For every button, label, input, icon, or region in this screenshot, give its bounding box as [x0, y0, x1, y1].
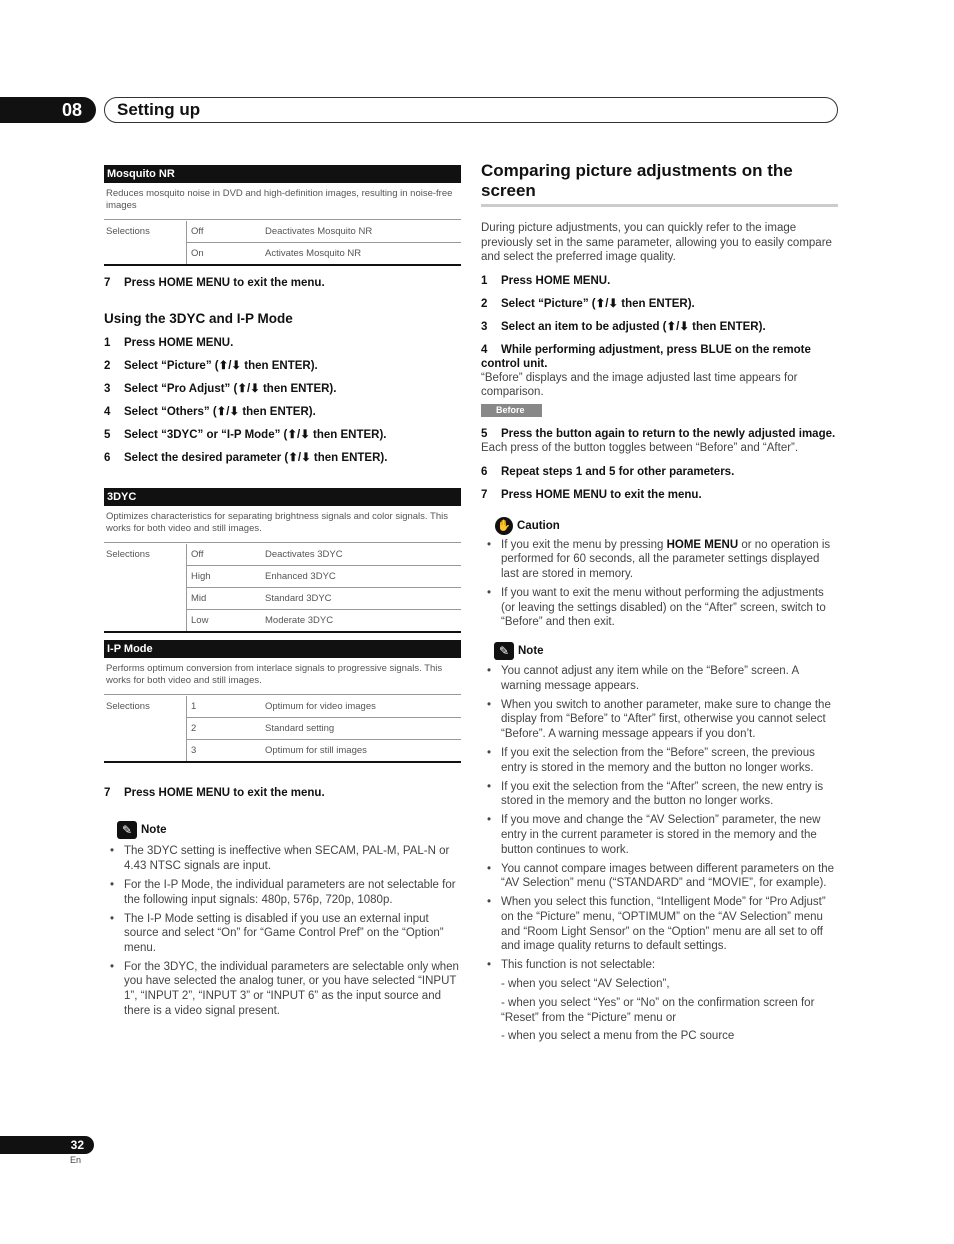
option-value: High: [187, 566, 266, 588]
step-number: 3: [481, 320, 488, 333]
steps-list: [481, 274, 838, 343]
table-row: [104, 696, 461, 718]
step-number: 5: [104, 429, 111, 441]
table-row: [104, 544, 461, 566]
table-row: [104, 740, 461, 762]
intro-paragraph: During picture adjustments, you can quickly refer to the image previously set in the same parameter, allowing you to easily compare and select the preferred image quality.: [481, 222, 832, 264]
page-number: 32: [0, 1136, 94, 1154]
selections-label: Selections: [106, 701, 150, 713]
list-item: • For the 3DYC, the individual parameters are selectable only when you have selected the analog tuner, or you have selected “INPUT 1”, “INPUT 2”, “INPUT 3” or “INPUT 6” as the input source and there is a video signal present.: [104, 960, 461, 1018]
sub-item: - when you select “AV Selection”,: [501, 978, 670, 991]
mosquito-nr-title: Mosquito NR: [104, 165, 461, 183]
table-row: [104, 718, 461, 740]
sub-item: - when you select a menu from the PC source: [501, 1030, 735, 1043]
step-number: 6: [481, 465, 488, 478]
step-5-description: Each press of the button toggles between “Before” and “After”.: [481, 441, 799, 454]
option-description: Deactivates Mosquito NR: [265, 221, 461, 243]
step-text: Select “Others” (⬆/⬇ then ENTER).: [124, 406, 316, 418]
list-item: • You cannot adjust any item while on the “Before” screen. A warning message appears.: [481, 664, 838, 693]
list-item: • For the I-P Mode, the individual parameters are not selectable for the following input signals: 480p, 576p, 720p, 1080p.: [104, 878, 461, 907]
selections-label: Selections: [106, 226, 150, 238]
note-label: Note: [141, 824, 167, 836]
option-value: 3: [187, 740, 266, 762]
option-value: Off: [187, 221, 266, 243]
step-number: 1: [481, 274, 488, 287]
ip-mode-table: [104, 696, 461, 761]
step-text: Press HOME MENU to exit the menu.: [124, 787, 325, 799]
step-number: 7: [104, 787, 111, 799]
step-number: 4: [104, 406, 111, 418]
3dyc-description: Optimizes characteristics for separating brightness signals and color signals. This works for both video and still images.: [104, 506, 461, 543]
step-text: Select an item to be adjusted (⬆/⬇ then ENTER).: [501, 320, 766, 333]
list-item: [481, 538, 838, 582]
step-item: [104, 451, 461, 474]
step-text: Select “3DYC” or “I-P Mode” (⬆/⬇ then ENTER).: [124, 429, 387, 441]
caution-text: or no operation is performed for 60 seconds, all the parameter settings displayed last are stored in memory.: [501, 538, 831, 580]
list-item: • If you move and change the “AV Selection” parameter, the new entry in the current parameter is stored in the memory and the button continues to work.: [481, 813, 838, 857]
caution-key: HOME MENU: [666, 538, 739, 551]
sub-item: - when you select “Yes” or “No” on the confirmation screen for “Reset” from the “Picture” menu or: [501, 996, 815, 1024]
section-heading: Comparing picture adjustments on the screen: [481, 161, 838, 207]
note-header: [104, 821, 461, 839]
right-column: [481, 161, 838, 1044]
step-6: [481, 465, 838, 479]
step-text: Press HOME MENU.: [501, 274, 611, 287]
note-header: [481, 642, 838, 660]
selections-label: Selections: [106, 549, 150, 561]
step-number: 6: [104, 452, 111, 464]
3dyc-table: [104, 544, 461, 631]
caution-list: [481, 538, 838, 630]
mosquito-nr-description: Reduces mosquito noise in DVD and high-definition images, resulting in noise-free images: [104, 183, 461, 220]
option-value: Low: [187, 610, 266, 632]
section-heading: Using the 3DYC and I-P Mode: [104, 311, 293, 326]
step-number: 7: [104, 277, 111, 289]
caution-header: [481, 517, 838, 535]
step-item: [481, 274, 838, 297]
step-number: 7: [481, 488, 488, 501]
option-value: 1: [187, 696, 266, 718]
option-description: Deactivates 3DYC: [265, 544, 461, 566]
list-item: • This function is not selectable:: [481, 958, 838, 973]
option-description: Standard 3DYC: [265, 588, 461, 610]
chapter-title: Setting up: [104, 97, 838, 123]
list-item: • When you switch to another parameter, make sure to change the display from “Before” to “After” first, otherwise you cannot select “Before”. A warning message appears if you don’t.: [481, 698, 838, 742]
step-4-description: “Before” displays and the image adjusted last time appears for comparison.: [481, 371, 798, 399]
ip-mode-description: Performs optimum conversion from interlace signals to progressive signals. This works for both video and still images.: [104, 658, 461, 695]
caution-text: If you exit the menu by pressing: [501, 538, 667, 551]
note-list: [104, 844, 461, 1018]
option-value: On: [187, 243, 266, 265]
step-7: [104, 276, 461, 290]
step-text: While performing adjustment, press BLUE on the remote control unit.: [481, 343, 811, 370]
table-row: [104, 221, 461, 243]
step-number: 2: [481, 297, 488, 310]
option-value: 2: [187, 718, 266, 740]
table-row: [104, 588, 461, 610]
list-item: • The 3DYC setting is ineffective when SECAM, PAL-M, PAL-N or 4.43 NTSC signals are input.: [104, 844, 461, 873]
step-number: 1: [104, 337, 111, 349]
list-item: • The I-P Mode setting is disabled if you use an external input source and select “On” for “Game Control Pref” on the “Option” menu.: [104, 912, 461, 956]
before-indicator: Before: [481, 404, 542, 417]
step-text: Select “Picture” (⬆/⬇ then ENTER).: [124, 360, 318, 372]
option-value: Mid: [187, 588, 266, 610]
caution-label: Caution: [517, 519, 560, 532]
step-item: [104, 382, 461, 405]
step-7: [104, 786, 461, 800]
option-description: Optimum for still images: [265, 745, 367, 756]
list-item: • If you exit the selection from the “Before” screen, the previous entry is stored in the memory and the button no longer works.: [481, 746, 838, 775]
note-label: Note: [518, 644, 544, 657]
step-text: Select “Pro Adjust” (⬆/⬇ then ENTER).: [124, 383, 337, 395]
left-column: [104, 165, 461, 1023]
step-number: 4: [481, 343, 488, 356]
chapter-number: 08: [0, 97, 96, 123]
step-number: 2: [104, 360, 111, 372]
step-text: Press HOME MENU to exit the menu.: [124, 277, 325, 289]
option-description: Moderate 3DYC: [265, 615, 334, 626]
mosquito-nr-table: [104, 221, 461, 264]
ip-mode-title: I-P Mode: [104, 640, 461, 658]
step-text: Press HOME MENU to exit the menu.: [501, 488, 702, 501]
table-row: [104, 243, 461, 265]
step-item: [104, 405, 461, 428]
list-item: • When you select this function, “Intelligent Mode” for “Pro Adjust” on the “Picture” menu, “OPTIMUM” on the “AV Selection” menu and “Room Light Sensor” on the “Option” menu are all set to off and image quality returns to default settings.: [481, 895, 838, 953]
step-number: 5: [481, 427, 488, 440]
list-item: • You cannot compare images between different parameters on the “AV Selection” menu (“STANDARD” and “MOVIE”, for example).: [481, 862, 838, 891]
note-pencil-icon: ✎: [117, 821, 137, 839]
steps-list: [104, 336, 461, 474]
table-row: [104, 566, 461, 588]
list-item: • If you exit the selection from the “After” screen, the new entry is stored in the memory and the button no longer works.: [481, 780, 838, 809]
step-text: Repeat steps 1 and 5 for other parameters.: [501, 465, 735, 478]
step-item: [104, 428, 461, 451]
option-description: Standard setting: [265, 718, 461, 740]
option-description: Activates Mosquito NR: [265, 248, 362, 259]
option-description: Enhanced 3DYC: [265, 566, 461, 588]
step-item: [104, 336, 461, 359]
language-code: En: [70, 1155, 82, 1165]
step-item: [104, 359, 461, 382]
step-item: [481, 297, 838, 320]
step-5: [481, 427, 838, 441]
step-item: [481, 320, 838, 343]
step-text: Select the desired parameter (⬆/⬇ then ENTER).: [124, 452, 388, 464]
3dyc-title: 3DYC: [104, 488, 461, 506]
step-7: [481, 488, 838, 502]
note-pencil-icon: ✎: [494, 642, 514, 660]
list-item: • If you want to exit the menu without performing the adjustments (or leaving the settings disabled) on the “After” screen, switch to “Before” and then exit.: [481, 586, 838, 630]
caution-hand-icon: ✋: [495, 517, 513, 535]
step-4: [481, 343, 838, 371]
note-list: [481, 664, 838, 973]
step-text: Press the button again to return to the newly adjusted image.: [501, 427, 836, 440]
step-text: Select “Picture” (⬆/⬇ then ENTER).: [501, 297, 695, 310]
step-text: Press HOME MENU.: [124, 337, 234, 349]
table-row: [104, 610, 461, 632]
step-number: 3: [104, 383, 111, 395]
option-value: Off: [187, 544, 266, 566]
option-description: Optimum for video images: [265, 696, 461, 718]
